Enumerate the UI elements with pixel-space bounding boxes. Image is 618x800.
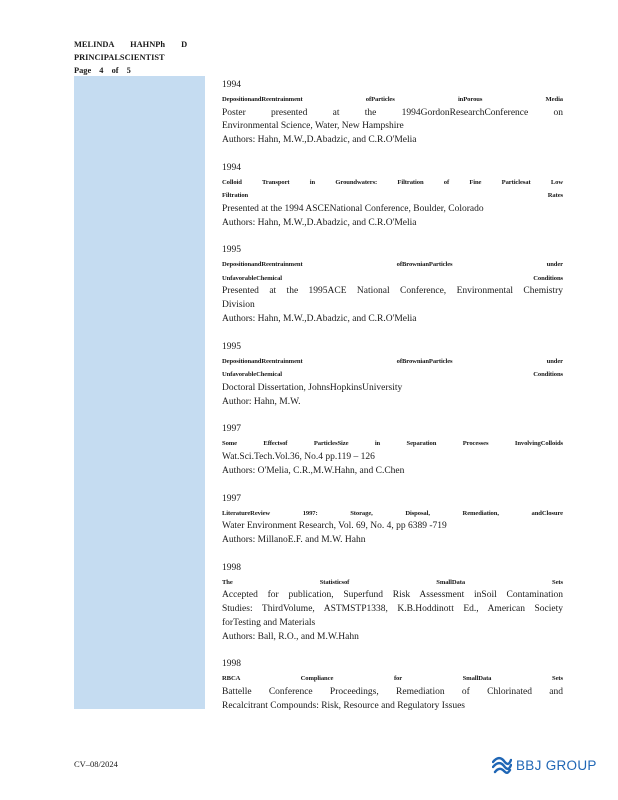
publication-title: DepositionandReentrainment ofParticles inPorous Media xyxy=(222,96,563,103)
publication-title: UnfavorableChemical Conditions xyxy=(222,274,563,282)
cv-header xyxy=(74,38,187,77)
publication-title: DepositionandReentrainment ofBrownianParticles under xyxy=(222,261,563,269)
publication-entry xyxy=(222,79,563,148)
publication-year: 1997 xyxy=(222,424,241,435)
publication-detail: Wat.Sci.Tech.Vol.36, No.4 pp.119 – 126 xyxy=(222,451,375,462)
publication-title: Some Effectsof ParticlesSize in Separation Processes InvolvingColloids xyxy=(222,440,563,448)
publication-entry xyxy=(222,162,563,231)
publication-detail: Poster presented at the 1994GordonResearchConference on xyxy=(222,107,563,118)
publication-entry xyxy=(222,562,563,645)
publication-year: 1997 xyxy=(222,493,241,504)
publication-authors: Authors: O'Melia, C.R.,M.W.Hahn, and C.Chen xyxy=(222,465,405,476)
publication-detail: Environmental Science, Water, New Hampshire xyxy=(222,121,404,132)
publication-authors: Author: Hahn, M.W. xyxy=(222,396,301,407)
publication-entry xyxy=(222,244,563,326)
publication-authors: Authors: Hahn, M.W.,D.Abadzic, and C.R.O'Melia xyxy=(222,217,417,228)
logo-wave-icon xyxy=(492,756,512,774)
publication-detail: Studies: ThirdVolume, ASTMSTP1338, K.B.Hoddinott Ed., American Society xyxy=(222,603,563,614)
publication-year: 1998 xyxy=(222,659,241,670)
publication-entry xyxy=(222,493,563,548)
publication-detail: Accepted for publication, Superfund Risk Assessment inSoil Contamination xyxy=(222,590,563,601)
publication-authors: Authors: Ball, R.O., and M.W.Hahn xyxy=(222,631,359,642)
publication-title: DepositionandReentrainment ofBrownianParticles under xyxy=(222,357,563,365)
publication-entry xyxy=(222,658,563,713)
publication-detail: Recalcitrant Compounds: Risk, Resource and Regulatory Issues xyxy=(222,700,465,711)
publication-detail: Battelle Conference Proceedings, Remediation of Chlorinated and xyxy=(222,686,563,697)
logo-text: BBJ GROUP xyxy=(516,757,597,773)
publication-authors: Authors: Hahn, M.W.,D.Abadzic, and C.R.O'Melia xyxy=(222,135,417,146)
header-name: MELINDA HAHNPh D xyxy=(74,40,188,49)
header-page-number: Page 4 of 5 xyxy=(74,66,131,75)
publication-detail: Water Environment Research, Vol. 69, No. 4, pp 6389 -719 xyxy=(222,521,447,532)
publication-title: The Statisticsof SmallData Sets xyxy=(222,578,563,586)
publication-title: UnfavorableChemical Conditions xyxy=(222,371,563,379)
publication-title: RBCA Compliance for SmallData Sets xyxy=(222,675,563,683)
publication-detail: Presented at the 1994 ASCENational Conference, Boulder, Colorado xyxy=(222,203,484,214)
header-role: PRINCIPALSCIENTIST xyxy=(74,53,165,62)
publication-detail: forTesting and Materials xyxy=(222,617,316,628)
publication-year: 1998 xyxy=(222,562,241,573)
publication-year: 1995 xyxy=(222,245,241,256)
publication-year: 1994 xyxy=(222,80,241,90)
publication-year: 1994 xyxy=(222,162,241,173)
publication-detail: Presented at the 1995ACE National Conference, Environmental Chemistry xyxy=(222,286,563,297)
publication-entry xyxy=(222,423,563,478)
publication-list xyxy=(222,79,563,727)
publication-detail: Doctoral Dissertation, JohnsHopkinsUniversity xyxy=(222,382,403,393)
publication-title: Filtration Rates xyxy=(222,192,563,200)
publication-authors: Authors: Hahn, M.W.,D.Abadzic, and C.R.O'Melia xyxy=(222,314,417,325)
publication-detail: Division xyxy=(222,300,255,311)
publication-title: Colloid Transport in Groundwaters: Filtration of Fine Particlesat Low xyxy=(222,178,563,186)
publication-entry xyxy=(222,341,563,410)
publication-authors: Authors: MillanoE.F. and M.W. Hahn xyxy=(222,534,366,545)
sidebar-band xyxy=(74,76,205,709)
footer-doc-code: CV–08/2024 xyxy=(74,759,118,769)
publication-title: LiteratureReview 1997: Storage, Disposal, Remediation, andClosure xyxy=(222,509,563,517)
publication-year: 1995 xyxy=(222,341,241,352)
company-logo xyxy=(492,756,597,774)
